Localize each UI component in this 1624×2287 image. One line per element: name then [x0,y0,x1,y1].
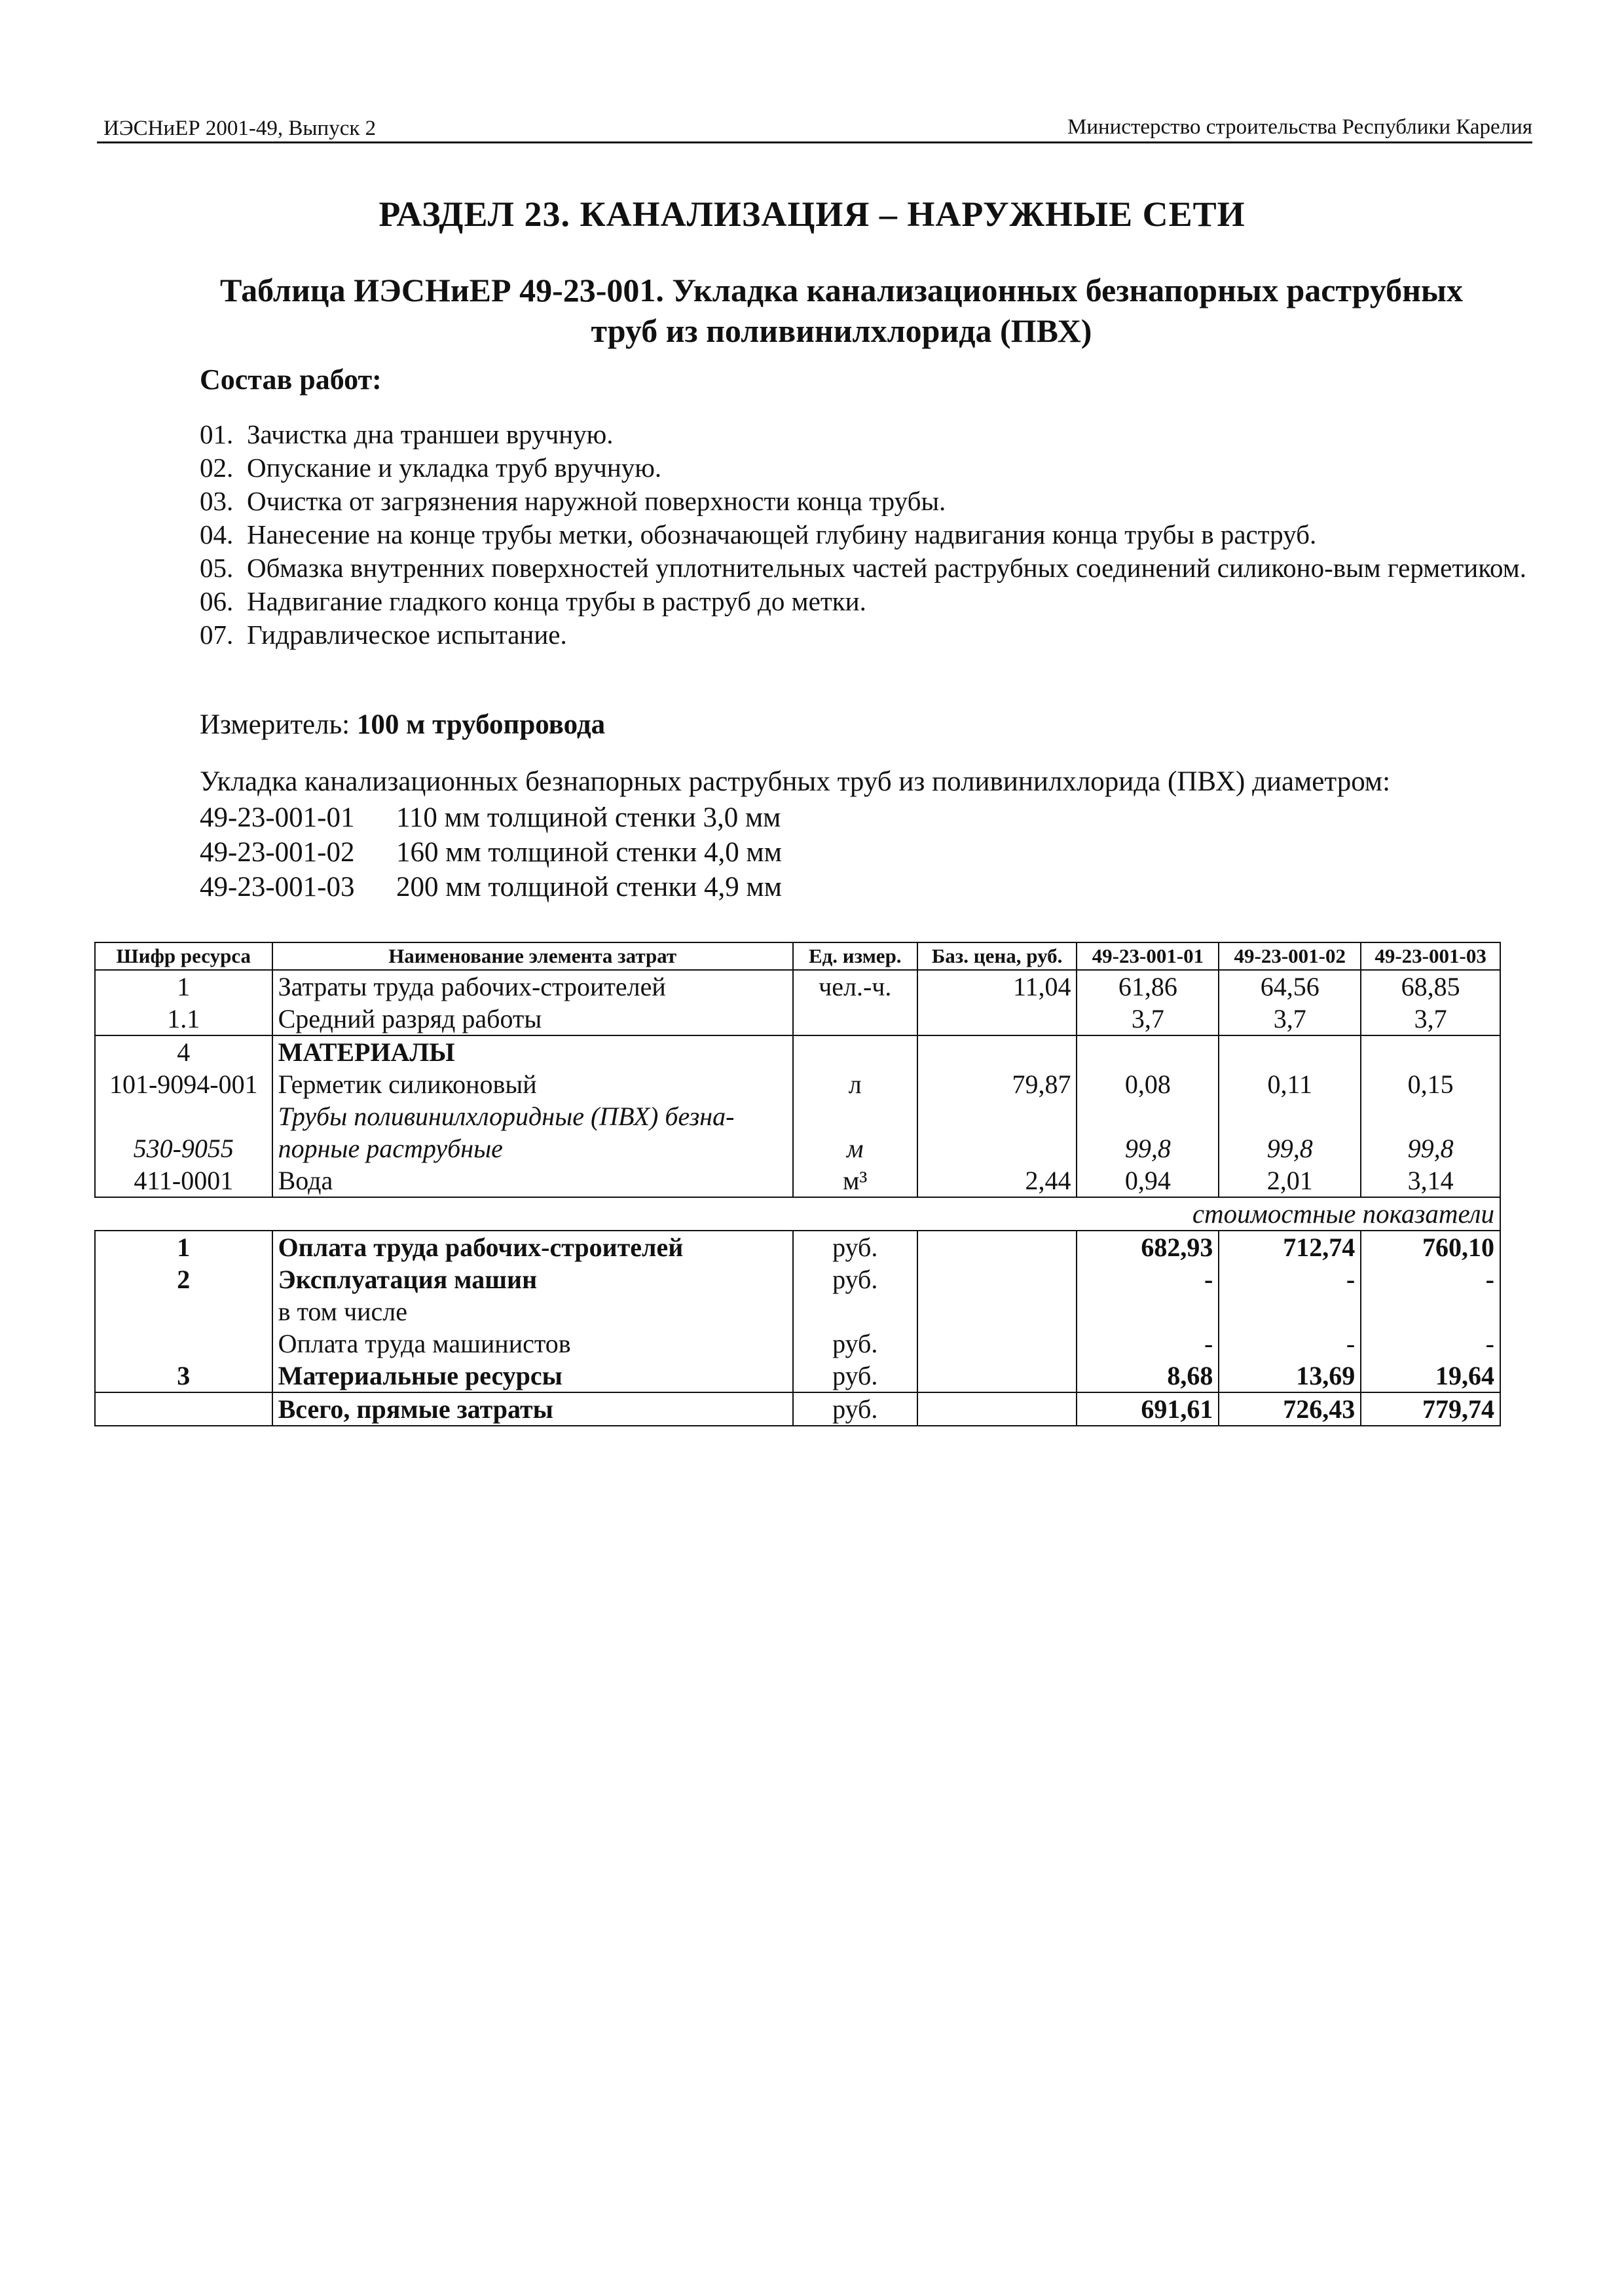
cell-name: Средний разряд работы [272,1003,793,1035]
cell-value: 0,15 [1361,1068,1500,1100]
cost-row [95,1263,1500,1295]
cell-code [95,1328,272,1360]
cell-unit: м³ [793,1164,917,1197]
cell-value: 2,01 [1219,1164,1361,1197]
cell-value: - [1077,1328,1219,1360]
cell-name: порные раструбные [272,1132,793,1164]
operation-text: Опускание и укладка труб вручную. [247,453,662,483]
cell-price [917,1231,1077,1263]
cell-value: 99,8 [1361,1132,1500,1164]
cell-code: 1 [95,970,272,1003]
operation-text: Нанесение на конце трубы метки, обозначающей глубину надвигания конца трубы в раструб. [247,519,1317,549]
table-title [200,270,1483,351]
cell-price [917,1263,1077,1295]
variant-row [200,835,782,870]
column-header: Баз. цена, руб. [917,942,1077,970]
meter-label: Измеритель: [200,709,350,740]
cell-value [1361,1035,1500,1068]
cell-name: Материальные ресурсы [272,1360,793,1392]
header-right: Министерство строительства Республики Карелия [1067,115,1532,139]
cell-value: 64,56 [1219,970,1361,1003]
cell-unit [793,1295,917,1328]
meter [200,709,605,741]
table-row [95,1132,1500,1164]
cell-value: - [1361,1328,1500,1360]
variant-code: 49-23-001-03 [200,872,355,902]
cell-code: 411-0001 [95,1164,272,1197]
operation-number: 05. [200,553,234,583]
cell-name: Затраты труда рабочих-строителей [272,970,793,1003]
variant-desc: 160 мм толщиной стенки 4,0 мм [396,837,782,868]
cell-name: Вода [272,1164,793,1197]
operation-item [200,451,1529,485]
table-row [95,1003,1500,1035]
operation-number: 01. [200,419,234,449]
cost-row [95,1231,1500,1263]
operation-item [200,585,1529,618]
operation-item [200,551,1529,585]
header-left: ИЭСНиЕР 2001-49, Выпуск 2 [103,117,377,140]
table-header-row [95,942,1500,970]
operation-number: 04. [200,519,234,549]
variant-desc: 200 мм толщиной стенки 4,9 мм [396,872,782,902]
cell-value: 0,94 [1077,1164,1219,1197]
cell-price: 2,44 [917,1164,1077,1197]
cell-value [1219,1035,1361,1068]
cell-price [917,1132,1077,1164]
operation-text: Очистка от загрязнения наружной поверхности конца трубы. [247,486,946,516]
cell-value: - [1219,1263,1361,1295]
column-header: Наименование элемента затрат [272,942,793,970]
total-row [95,1392,1500,1426]
cell-value: - [1077,1263,1219,1295]
section-title: РАЗДЕЛ 23. КАНАЛИЗАЦИЯ – НАРУЖНЫЕ СЕТИ [378,195,1246,234]
cell-code [95,1295,272,1328]
operation-text: Обмазка внутренних поверхностей уплотнительных частей раструбных соединений силиконо-вым герметиком. [247,553,1526,583]
cell-name: Герметик силиконовый [272,1068,793,1100]
cell-value: 3,7 [1077,1003,1219,1035]
cell-value: 779,74 [1361,1392,1500,1426]
cell-unit: л [793,1068,917,1100]
column-header: 49-23-001-01 [1077,942,1219,970]
meter-value: 100 м трубопровода [356,709,606,740]
variant-row [200,870,782,904]
cell-price: 79,87 [917,1068,1077,1100]
operation-number: 03. [200,486,234,516]
cell-name: Всего, прямые затраты [272,1392,793,1426]
variant-code: 49-23-001-01 [200,802,355,833]
composition-label: Состав работ: [200,363,382,396]
cell-price [917,1392,1077,1426]
cell-code [95,1100,272,1132]
cell-code [95,1392,272,1426]
cell-price [917,1003,1077,1035]
table-title-line-2: труб из поливинилхлорида (ПВХ) [591,312,1092,349]
cost-header: стоимостные показатели [95,1197,1500,1231]
cell-value [1077,1035,1219,1068]
operation-text: Гидравлическое испытание. [247,620,567,650]
cell-value [1361,1295,1500,1328]
cost-row [95,1360,1500,1392]
operation-item [200,485,1529,518]
column-header: Ед. измер. [793,942,917,970]
cell-value: 8,68 [1077,1360,1219,1392]
cell-value: 691,61 [1077,1392,1219,1426]
cell-value: 726,43 [1219,1392,1361,1426]
operation-text: Надвигание гладкого конца трубы в раструб до метки. [247,586,866,616]
cell-value: - [1361,1263,1500,1295]
resource-table [94,942,1501,1426]
cell-value: 99,8 [1077,1132,1219,1164]
header-rule [97,141,1532,143]
cell-code: 101-9094-001 [95,1068,272,1100]
cell-name: Трубы поливинилхлоридные (ПВХ) безна- [272,1100,793,1132]
cell-price [917,1328,1077,1360]
cell-code: 530-9055 [95,1132,272,1164]
operation-number: 06. [200,586,234,616]
cost-row [95,1295,1500,1328]
cell-value: 99,8 [1219,1132,1361,1164]
cell-value [1361,1100,1500,1132]
cell-unit [793,1100,917,1132]
cell-unit: руб. [793,1360,917,1392]
table-row [95,1068,1500,1100]
cell-unit [793,1003,917,1035]
variant-code: 49-23-001-02 [200,837,355,868]
cell-value: 61,86 [1077,970,1219,1003]
operation-text: Зачистка дна траншеи вручную. [247,419,614,449]
cell-code: 1 [95,1231,272,1263]
table-row [95,1035,1500,1068]
variants-list [200,800,782,904]
cell-value: 68,85 [1361,970,1500,1003]
cell-unit: руб. [793,1231,917,1263]
cost-header-row [95,1197,1500,1231]
cell-unit: руб. [793,1392,917,1426]
variant-row [200,800,782,835]
cell-value [1219,1295,1361,1328]
cell-value [1219,1100,1361,1132]
cell-value [1077,1295,1219,1328]
cell-name: в том числе [272,1295,793,1328]
operations-list [200,418,1529,652]
table-row [95,970,1500,1003]
cell-value: 0,11 [1219,1068,1361,1100]
cell-value: - [1219,1328,1361,1360]
cell-code: 1.1 [95,1003,272,1035]
table-row [95,1164,1500,1197]
cell-name: Оплата труда рабочих-строителей [272,1231,793,1263]
cell-value: 13,69 [1219,1360,1361,1392]
cell-price [917,1100,1077,1132]
operation-number: 02. [200,453,234,483]
cell-value: 3,14 [1361,1164,1500,1197]
column-header: 49-23-001-03 [1361,942,1500,970]
cell-value: 712,74 [1219,1231,1361,1263]
variant-desc: 110 мм толщиной стенки 3,0 мм [396,802,781,833]
cell-value: 760,10 [1361,1231,1500,1263]
cell-code: 2 [95,1263,272,1295]
cell-value: 682,93 [1077,1231,1219,1263]
cell-unit: чел.-ч. [793,970,917,1003]
cell-name: Оплата труда машинистов [272,1328,793,1360]
cell-price: 11,04 [917,970,1077,1003]
cell-value: 0,08 [1077,1068,1219,1100]
cell-name: МАТЕРИАЛЫ [272,1035,793,1068]
operation-item [200,518,1529,551]
operation-item [200,418,1529,451]
cell-price [917,1295,1077,1328]
table-title-line-1: Таблица ИЭСНиЕР 49-23-001. Укладка канализационных безнапорных раструбных [220,272,1463,308]
cell-name: Эксплуатация машин [272,1263,793,1295]
cell-code: 3 [95,1360,272,1392]
cell-price [917,1360,1077,1392]
column-header: Шифр ресурса [95,942,272,970]
cell-unit: м [793,1132,917,1164]
cell-price [917,1035,1077,1068]
cell-unit: руб. [793,1328,917,1360]
cost-row [95,1328,1500,1360]
column-header: 49-23-001-02 [1219,942,1361,970]
cell-value [1077,1100,1219,1132]
cell-code: 4 [95,1035,272,1068]
cell-value: 19,64 [1361,1360,1500,1392]
operation-number: 07. [200,620,234,650]
cell-value: 3,7 [1361,1003,1500,1035]
cell-unit: руб. [793,1263,917,1295]
cell-value: 3,7 [1219,1003,1361,1035]
operation-item [200,618,1529,652]
cell-unit [793,1035,917,1068]
table-row [95,1100,1500,1132]
intro-text: Укладка канализационных безнапорных раструбных труб из поливинилхлорида (ПВХ) диаметром: [200,766,1391,797]
